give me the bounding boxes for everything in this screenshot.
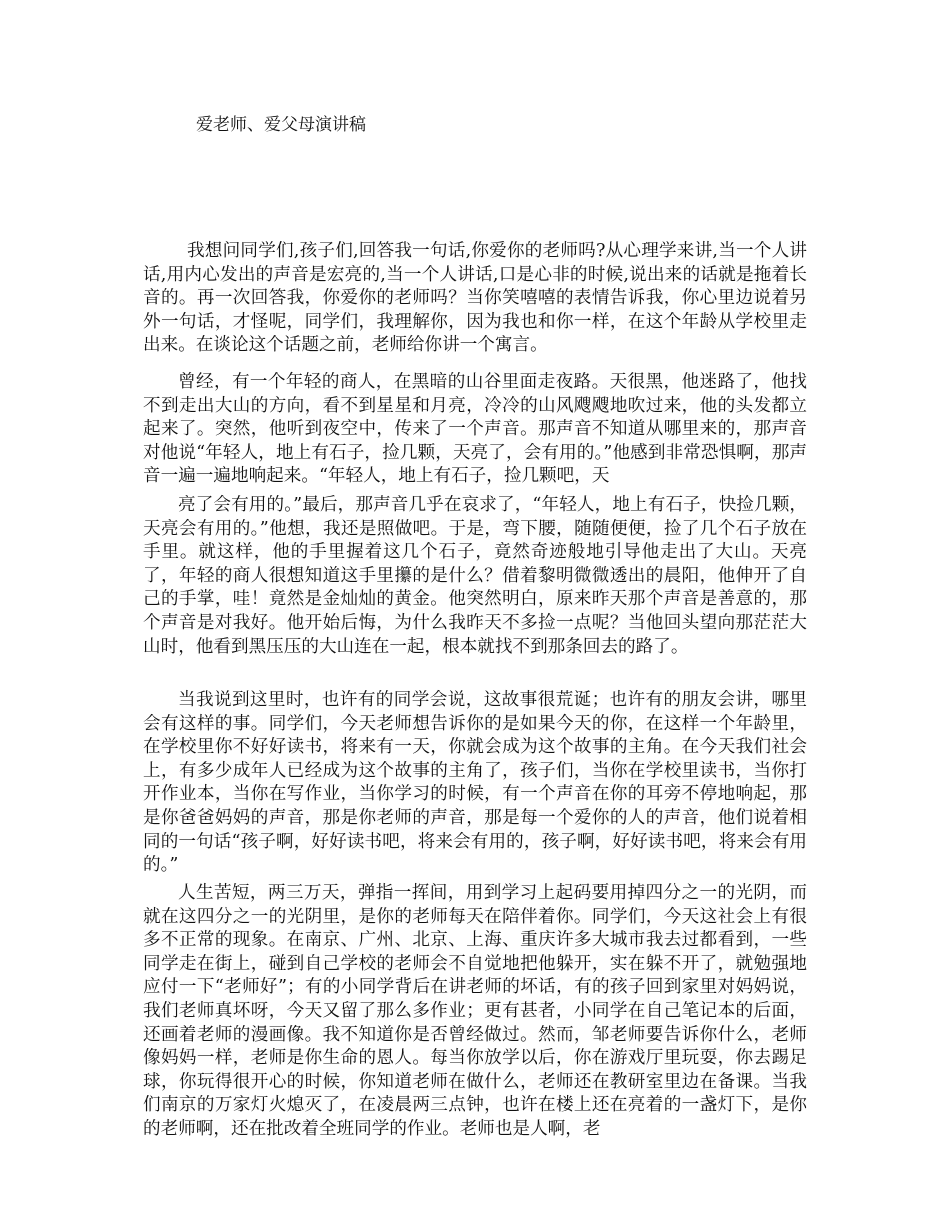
paragraph-lesson: 当我说到这里时，也许有的同学会说，这故事很荒诞；也许有的朋友会讲，哪里会有这样的事。同学们，今天老师想告诉你的是如果今天的你，在这样一个年龄里，在学校里你不好好读书，将来有一天，你就会成为这个故事的主角。在今天我们社会上，有多少成年人已经成为这个故事的主角了，孩子们，当你在学校里读书，当你打开作业本，当你在写作业，当你学习的时候，有一个声音在你的耳旁不停地响起，那是你爸爸妈妈的声音，那是你老师的声音，那是每一个爱你的人的声音，他们说着相同的一句话“孩子啊，好好读书吧，将来会有用的，孩子啊，好好读书吧，将来会有用的。” [143,690,807,876]
document-title: 爱老师、爱父母演讲稿 [196,115,366,135]
paragraph-fable-start: 曾经，有一个年轻的商人，在黑暗的山谷里面走夜路。天很黑，他迷路了，他找不到走出大山的方向，看不到星星和月亮，冷冷的山风飕飕地吹过来，他的头发都立起来了。突然，他听到夜空中，传来了一个声音。那声音不知道从哪里来的，那声音对他说“年轻人，地上有石子，捡几颗，天亮了，会有用的。”他感到非常恐惧啊，那声音一遍一遍地响起来。“年轻人，地上有石子，捡几颗吧，天 [143,372,807,487]
paragraph-teachers: 人生苦短，两三万天，弹指一挥间，用到学习上起码要用掉四分之一的光阴，而就在这四分之一的光阴里，是你的老师每天在陪伴着你。同学们，今天这社会上有很多不正常的现象。在南京、广州、北京、上海、重庆许多大城市我去过都看到，一些同学走在街上，碰到自己学校的老师会不自觉地把他躲开，实在躲不开了，就勉强地应付一下“老师好”；有的小同学背后在讲老师的坏话，有的孩子回到家里对妈妈说，我们老师真坏呀，今天又留了那么多作业；更有甚者，小同学在自己笔记本的后面，还画着老师的漫画像。我不知道你是否曾经做过。然而，邹老师要告诉你什么，老师像妈妈一样，老师是你生命的恩人。每当你放学以后，你在游戏厅里玩耍，你去踢足球，你玩得很开心的时候，你知道老师在做什么，老师还在教研室里边在备课。当我们南京的万家灯火熄灭了，在凌晨两三点钟，也许在楼上还在亮着的一盏灯下，是你的老师啊，还在批改着全班同学的作业。老师也是人啊，老 [143,883,807,1139]
paragraph-intro: 我想问同学们,孩子们,回答我一句话,你爱你的老师吗?从心理学来讲,当一个人讲话,用内心发出的声音是宏亮的,当一个人讲话,口是心非的时候,说出来的话就是拖着长音的。再一次回答我，你爱你的老师吗？当你笑嘻嘻的表情告诉我，你心里边说着另外一句话，才怪呢，同学们，我理解你，因为我也和你一样，在这个年龄从学校里走出来。在谈论这个话题之前，老师给你讲一个寓言。 [143,241,807,356]
paragraph-fable-end: 亮了会有用的。”最后，那声音几乎在哀求了，“年轻人，地上有石子，快捡几颗，天亮会有用的。”他想，我还是照做吧。于是，弯下腰，随随便便，捡了几个石子放在手里。就这样，他的手里握着这几个石子，竟然奇迹般地引导他走出了大山。天亮了，年轻的商人很想知道这手里攥的是什么？借着黎明微微透出的晨阳，他伸开了自己的手掌，哇！竟然是金灿灿的黄金。他突然明白，原来昨天那个声音是善意的，那个声音是对我好。他开始后悔，为什么我昨天不多捡一点呢？当他回头望向那茫茫大山时，他看到黑压压的大山连在一起，根本就找不到那条回去的路了。 [143,495,807,657]
